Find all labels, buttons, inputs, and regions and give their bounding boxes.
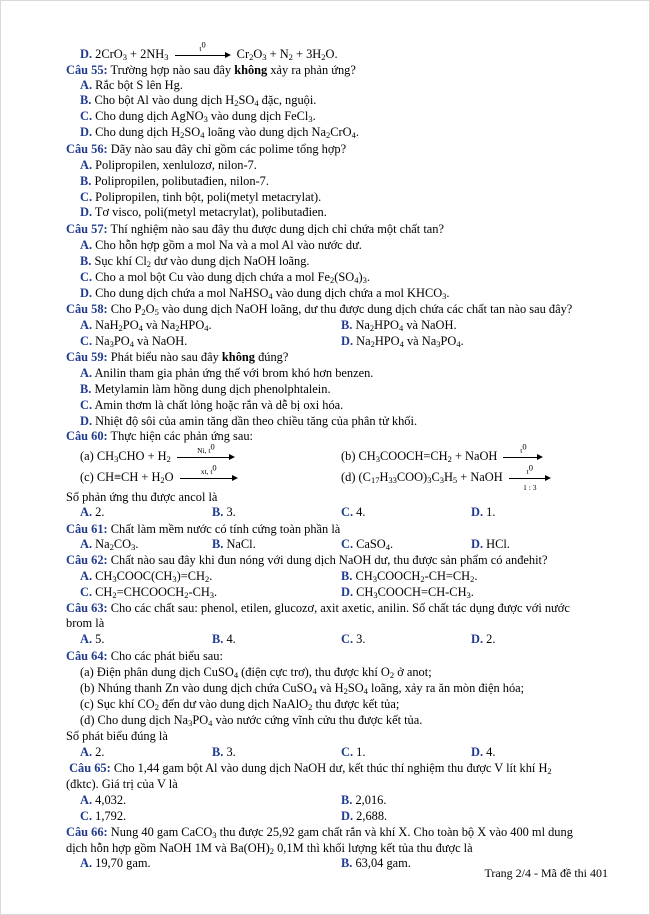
text-segment: A. Polipropilen, xenlulozơ, nilon-7. (80, 158, 257, 172)
text-segment: C. Cho a mol bột Cu vào dung dịch chứa a mol $Fe_2(SO_4)_3$. (80, 270, 370, 285)
text-segment: C. 3. (341, 632, 366, 646)
text-segment: B. NaCl. (212, 537, 256, 551)
text-segment: Số phát biểu đúng là (66, 729, 168, 743)
text-segment: A. $CH_3COOC(CH_3)=CH_2$. (80, 569, 213, 584)
text-segment: A. Anilin tham gia phản ứng thế với brom khó hơn benzen. (80, 366, 374, 380)
text-segment: C. Cho dung dịch AgNO$_3$ vào dung dịch FeCl$_3$. (80, 109, 316, 124)
text-segment: B. $CH_3COOCH_2-CH=CH_2$. (341, 569, 478, 584)
text-segment: B. 3. (212, 505, 236, 519)
text-segment: C. 4. (341, 505, 366, 519)
text-segment: Câu 64: Cho các phát biểu sau: (66, 649, 223, 663)
text-segment: A. Cho hỗn hợp gồm a mol Na và a mol Al vào nước dư. (80, 238, 362, 252)
text-segment: Câu 62: Chất nào sau đây khi đun nóng với dung dịch NaOH dư, thu được sản phẩm có anđehit? (66, 553, 548, 567)
text-segment: B. 63,04 gam. (341, 856, 411, 870)
text-segment: (d) Cho dung dịch $Na_3PO_4$ vào nước cứng vĩnh cửu thu được kết tủa. (80, 713, 423, 728)
text-segment: A. 4,032. (80, 793, 127, 807)
text-segment: B. Cho bột Al vào dung dịch $H_2SO_4$ đặc, nguội. (80, 93, 317, 108)
page-footer: Trang 2/4 - Mã đề thi 401 (484, 866, 608, 880)
text-segment: (đktc). Giá trị của V là (66, 777, 178, 791)
text-segment: Câu 58: Cho $P_2O_5$ vào dung dịch NaOH loãng, dư thu được dung dịch chứa các chất tan nào sau đây? (66, 302, 573, 317)
text-segment: D. $Na_2HPO_4$ và $Na_3PO_4$. (341, 334, 464, 349)
text-segment: (b) $CH_3COOCH=CH_2$ + NaOH $t^0$ (341, 449, 546, 463)
text-segment: Câu 59: Phát biểu nào sau đây không đúng? (66, 350, 289, 364)
text-segment: Câu 61: Chất làm mềm nước có tính cứng toàn phần là (66, 522, 341, 536)
text-segment: A. Rắc bột S lên Hg. (80, 78, 183, 92)
text-segment: D. 2,688. (341, 809, 388, 823)
text-segment: B. 3. (212, 745, 236, 759)
text-segment: C. $Na_3PO_4$ và NaOH. (80, 334, 188, 349)
text-segment: B. Metylamin làm hồng dung dịch phenolphtalein. (80, 382, 331, 396)
text-segment: Câu 60: Thực hiện các phản ứng sau: (66, 429, 253, 443)
text-segment: B. 4. (212, 632, 236, 646)
text-segment: A. 2. (80, 745, 105, 759)
text-segment: A. $Na_2CO_3$. (80, 537, 139, 552)
text-segment: B. $Na_2HPO_4$ và NaOH. (341, 318, 457, 333)
text-segment: D. 4. (471, 745, 496, 759)
text-segment: Câu 65: Cho 1,44 gam bột Al vào dung dịch NaOH dư, kết thúc thí nghiệm thu được V lít khí $H_2$ (69, 761, 552, 776)
text-segment: D. Nhiệt độ sôi của amin tăng dần theo chiều tăng của phân tử khối. (80, 414, 418, 428)
text-segment: Số phản ứng thu được ancol là (66, 490, 218, 504)
text-segment: A. $NaH_2PO_4$ và $Na_2HPO_4$. (80, 318, 212, 333)
text-segment: C. $CH_2=CHCOOCH_2-CH_3$. (80, 585, 218, 600)
text-segment: A. 2. (80, 505, 105, 519)
text-segment: (c) Sục khí $CO_2$ đến dư vào dung dịch NaAlO$_2$ thu được kết tủa; (80, 697, 400, 712)
text-segment: D. $CH_3COOCH=CH-CH_3$. (341, 585, 474, 600)
text-segment: C. Amin thơm là chất lỏng hoặc rắn và dễ bị oxi hóa. (80, 398, 344, 412)
text-segment: Câu 56: Dãy nào sau đây chỉ gồm các polime tổng hợp? (66, 142, 347, 156)
text-segment: (d) $(C_{17}H_{33}COO)_3C_3H_5$ + NaOH $\frac{t^0}{1 : 3}$ (341, 470, 554, 484)
text-segment: C. 1. (341, 745, 366, 759)
text-segment: C. CaSO$_4$. (341, 537, 394, 552)
text-segment: D. $2CrO_3 + 2NH_3$ $t^0$ $Cr_2O_3 + N_2 + 3H_2O$. (80, 39, 338, 62)
text-segment: D. 2. (471, 632, 496, 646)
text-segment: Câu 55: Trường hợp nào sau đây không xảy ra phản ứng? (66, 63, 356, 77)
text-segment: brom là (66, 616, 105, 630)
text-segment: (b) Nhúng thanh Zn vào dung dịch chứa CuSO$_4$ và $H_2SO_4$ loãng, xảy ra ăn mòn điện hóa; (80, 681, 525, 696)
text-segment: A. 19,70 gam. (80, 856, 151, 870)
text-segment: C. 1,792. (80, 809, 127, 823)
text-segment: D. HCl. (471, 537, 510, 551)
text-segment: D. Tơ visco, poli(metyl metacrylat), polibutađien. (80, 205, 327, 219)
text-segment: (a) Điện phân dung dịch CuSO$_4$ (điện cực trơ), thu được khí $O_2$ ở anot; (80, 665, 432, 680)
text-segment: D. Cho dung dịch chứa a mol NaHSO$_4$ vào dung dịch chứa a mol $KHCO_3$. (80, 286, 450, 301)
text-segment: B. Sục khí $Cl_2$ dư vào dung dịch NaOH loãng. (80, 254, 310, 269)
text-segment: dịch hỗn hợp gồm NaOH 1M và $Ba(OH)_2$ 0,1M thì khối lượng kết tủa thu được là (66, 841, 473, 856)
text-segment: (c) $CH\equiv CH + H_2O$ xt, $t^0$ (80, 470, 241, 484)
text-segment: B. Polipropilen, polibutađien, nilon-7. (80, 174, 269, 188)
text-segment: D. Cho dung dịch $H_2SO_4$ loãng vào dung dịch $Na_2CrO_4$. (80, 125, 359, 140)
text-segment: B. 2,016. (341, 793, 387, 807)
text-segment: Câu 66: Nung 40 gam CaCO$_3$ thu được 25,92 gam chất rắn và khí X. Cho toàn bộ X vào 400 ml dung (66, 825, 573, 840)
text-segment: C. Polipropilen, tinh bột, poli(metyl metacrylat). (80, 190, 322, 204)
text-segment: (a) $CH_3CHO + H_2$ Ni, $t^0$ (80, 449, 238, 463)
text-segment: Câu 57: Thí nghiệm nào sau đây thu được dung dịch chỉ chứa một chất tan? (66, 222, 444, 236)
text-segment: Câu 63: Cho các chất sau: phenol, etilen, glucozơ, axit axetic, anilin. Số chất tác dụng được với nước (66, 601, 570, 615)
text-segment: D. 1. (471, 505, 496, 519)
text-segment: A. 5. (80, 632, 105, 646)
